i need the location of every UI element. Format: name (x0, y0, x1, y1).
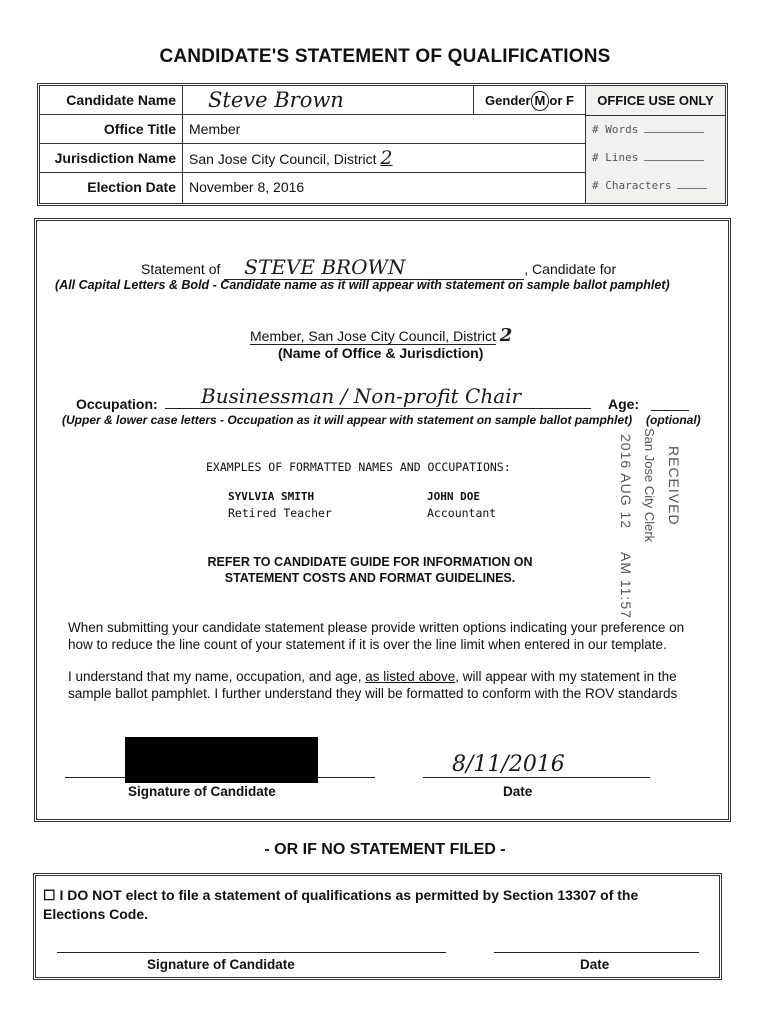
stamp-received: RECEIVED (666, 446, 682, 526)
no-statement-text (43, 886, 638, 924)
age-label: Age: (608, 396, 640, 412)
gender-field[interactable] (473, 86, 585, 115)
stamp-date: 2016 AUG 12 (618, 434, 634, 530)
office-use-box (585, 86, 725, 203)
understanding-paragraph (68, 668, 677, 702)
para2-pre: I understand that my name, occupation, and age, (68, 669, 366, 684)
occupation-instructions: (Upper & lower case letters - Occupation as it will appear with statement on sample ballot pamphlet) (62, 413, 633, 427)
office-use-heading: OFFICE USE ONLY (586, 86, 725, 116)
example1-name: SYVLVIA SMITH (228, 490, 315, 503)
date-line (423, 777, 650, 778)
signature-label: Signature of Candidate (128, 784, 276, 799)
office-title-row (40, 115, 585, 144)
election-date-row (40, 173, 585, 203)
para2-line2: sample ballot pamphlet. I further understand they will be formatted to conform with the ROV standards (68, 686, 678, 701)
occupation-label: Occupation: (76, 396, 158, 412)
refer-guide-text (0, 554, 740, 586)
jurisdiction-value[interactable] (189, 144, 393, 174)
candidate-name-value[interactable]: Steve Brown (208, 88, 344, 112)
age-field[interactable] (651, 410, 689, 411)
gender-label: Gender (485, 93, 531, 108)
examples-heading: EXAMPLES OF FORMATTED NAMES AND OCCUPATIONS: (206, 460, 511, 474)
example2-occupation: Accountant (427, 506, 497, 520)
gender-or-f[interactable]: or F (549, 93, 574, 108)
gender-m-selected[interactable]: M (531, 91, 550, 111)
office-use-characters (586, 172, 725, 200)
office-title-label: Office Title (40, 115, 183, 143)
no-statement-signature-line[interactable] (57, 952, 446, 953)
para2-underlined: as listed above (365, 669, 456, 684)
para2-post: , will appear with my statement in the (455, 669, 677, 684)
no-statement-checkbox[interactable]: ☐ (43, 887, 56, 903)
no-statement-date-line[interactable] (494, 952, 699, 953)
example2-name: JOHN DOE (427, 490, 480, 503)
stamp-time: AM 11:57 (618, 552, 634, 619)
refer-line-2: STATEMENT COSTS AND FORMAT GUIDELINES. (224, 571, 516, 585)
signature-date-value[interactable]: 8/11/2016 (452, 752, 565, 777)
jurisdiction-district: 2 (380, 147, 393, 169)
election-date-label: Election Date (40, 173, 183, 203)
office-instructions: (Name of Office & Jurisdiction) (278, 345, 484, 361)
statement-name-field[interactable]: STEVE BROWN (224, 255, 524, 280)
no-statement-line2: Elections Code. (43, 906, 149, 922)
words-label: # Words (592, 123, 639, 136)
no-statement-text-1: I DO NOT elect to file a statement of qualifications as permitted by Section 13307 of the (59, 887, 639, 903)
candidate-name-row (40, 86, 585, 115)
refer-line-1: REFER TO CANDIDATE GUIDE FOR INFORMATION ON (207, 555, 533, 569)
page-title: CANDIDATE'S STATEMENT OF QUALIFICATIONS (159, 46, 611, 67)
occupation-field[interactable]: Businessman / Non-profit Chair (165, 384, 591, 409)
no-statement-line1 (43, 886, 638, 905)
candidate-for-label: , Candidate for (524, 261, 617, 277)
para1-line2: how to reduce the line count of your statement if it is over the line limit when entered in our template. (68, 637, 667, 652)
submission-paragraph (68, 619, 684, 653)
no-statement-signature-label: Signature of Candidate (147, 957, 295, 972)
office-line[interactable] (250, 325, 512, 346)
characters-label: # Characters (592, 179, 672, 192)
candidate-name-label: Candidate Name (40, 86, 183, 114)
office-use-lines (586, 144, 725, 172)
jurisdiction-text: San Jose City Council, District (189, 151, 377, 167)
office-title-value[interactable]: Member (189, 121, 241, 137)
para1-line1: When submitting your candidate statement please provide written options indicating your preference on (68, 620, 685, 635)
or-no-statement-heading: - OR IF NO STATEMENT FILED - (264, 841, 506, 858)
example1-occupation: Retired Teacher (228, 506, 332, 520)
office-value: Member, San Jose City Council, District (250, 328, 496, 344)
stamp-clerk: San Jose City Clerk (642, 428, 657, 543)
office-use-words (586, 116, 725, 144)
lines-label: # Lines (592, 151, 639, 164)
statement-of-line (141, 255, 616, 280)
jurisdiction-label: Jurisdiction Name (40, 144, 183, 172)
office-district: 2 (499, 325, 513, 346)
date-label: Date (503, 784, 533, 799)
no-statement-date-label: Date (580, 957, 610, 972)
statement-of-label: Statement of (141, 261, 221, 277)
election-date-value[interactable]: November 8, 2016 (189, 179, 305, 195)
age-optional: (optional) (646, 413, 701, 427)
para2-line1 (68, 668, 677, 685)
jurisdiction-row (40, 144, 585, 173)
redacted-signature (125, 737, 318, 783)
name-instructions: (All Capital Letters & Bold - Candidate name as it will appear with statement on sample ballot pamphlet) (55, 278, 670, 292)
candidate-info-table (37, 83, 728, 206)
